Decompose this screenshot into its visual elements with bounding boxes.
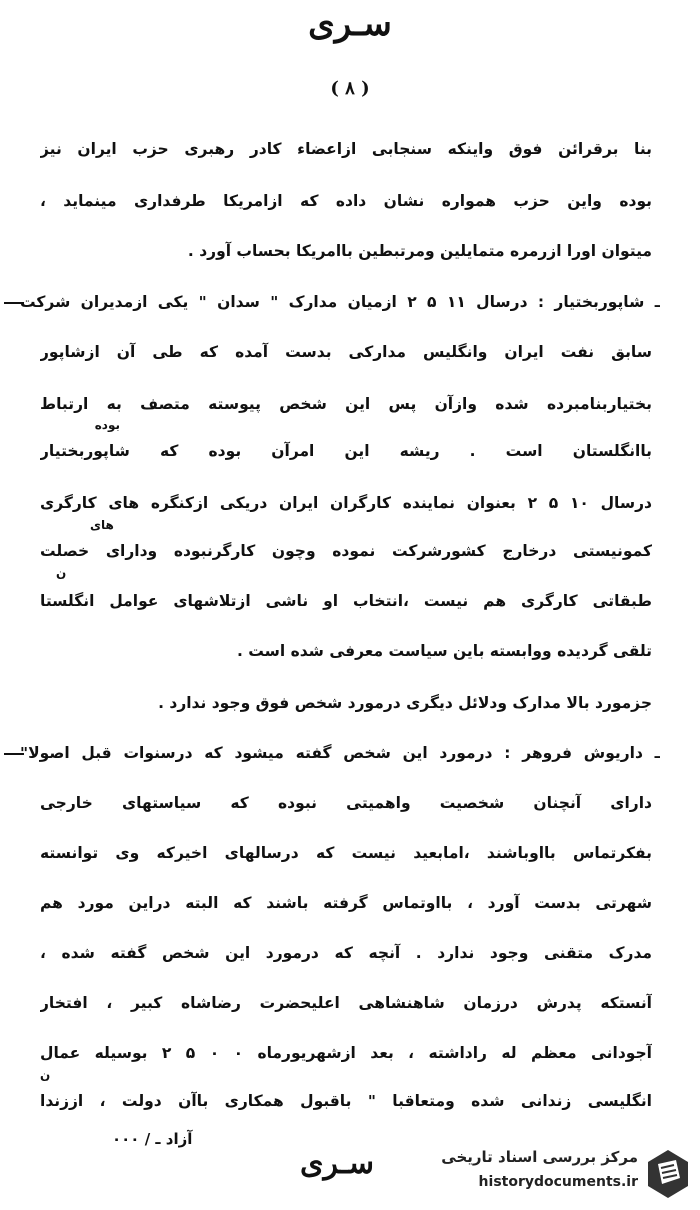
text-line: آجودانى معظم له راداشته ، بعد ازشهریورماه ۰ ۰ ۵ ۲ بوسیله عمال <box>40 1044 652 1062</box>
text-line: مدرک متقنى وجود ندارد . آنچه که درمورد این شخص گفته شده ، <box>40 944 652 962</box>
text-line: داراى آنچنان شخصیت واهمیتى نبوده که سیاستهاى خارجى <box>40 794 652 812</box>
archive-name: مرکز بررسى اسناد تاریخى <box>441 1148 638 1166</box>
text-line: تلقى گردیده ووابسته باین سیاست معرفى شده است . <box>236 642 652 660</box>
text-line: ـ شاپوربختیار : درسال ۱۱ ۵ ۲ ازمیان مدارک " سدان " یکى ازمدیران شرکت <box>20 293 660 311</box>
text-line: درسال ۱۰ ۵ ۲ بعنوان نماینده کارگران ایران دریکى ازکنگره هاى کارگرى <box>40 494 652 512</box>
text-line: سابق نفت ایران وانگلیس مدارکى بدست آمده که طى آن ازشاپور <box>40 343 652 361</box>
text-line: بوده واین حزب همواره نشان داده که ازامریکا طرفدارى مینماید ، <box>40 192 652 210</box>
interlinear-insertion: ن <box>40 1068 51 1082</box>
text-line: کمونیستى درخارج کشورشرکت نموده وچون کارگرنبوده ودارای خصلت <box>40 542 652 560</box>
text-line: جزمورد بالا مدارک ودلائل دیگرى درمورد شخص فوق وجود ندارد . <box>158 694 652 712</box>
text-line: بفکرتماس بااوباشند ،امابعید نیست که درسالهاى اخیرکه وى توانسته <box>40 844 652 862</box>
interlinear-insertion: بوده <box>94 418 120 432</box>
text-line: بنا برقرائن فوق واینکه سنجابى ازاعضاء کادر رهبرى حزب ایران نیز <box>40 140 652 158</box>
classification-footer: سـرى <box>300 1146 374 1181</box>
classification-title: سـرى <box>308 4 392 44</box>
text-line: آنستکه پدرش درزمان شاهنشاهى اعلیحضرت رضاشاه کبیر ، افتخار <box>40 994 652 1012</box>
archive-logo-icon <box>646 1148 690 1200</box>
distribution-note: آزاد ـ / ۰۰۰ <box>112 1130 193 1148</box>
text-line: انگلیسى زندانى شده ومتعاقبا " باقبول همکارى باآن دولت ، اززندا <box>40 1092 652 1110</box>
interlinear-insertion: ن <box>56 566 67 580</box>
archive-watermark <box>428 1144 690 1202</box>
archive-url: historydocuments.ir <box>478 1174 638 1190</box>
text-line: ـ داریوش فروهر : درمورد این شخص گفته میشود که درسنوات قبل اصولا" <box>20 744 660 762</box>
text-line: شهرتى بدست آورد ، بااوتماس گرفته باشند که البته دراین مورد هم <box>40 894 652 912</box>
text-line: میتوان اورا ازرمره متمایلین ومرتبطین باامریکا بحساب آورد . <box>187 242 652 260</box>
text-line: باانگلستان است . ریشه این امرآن بوده که شاپوربختیار <box>40 442 652 460</box>
text-line: بختیاربنامبرده شده وازآن پس این شخص پیوسته متصف به ارتباط <box>40 395 652 413</box>
text-line: طبقاتى کارگرى هم نیست ،انتخاب او ناشى ازتلاشهاى عوامل انگلستا <box>40 592 652 610</box>
page-number: ( ۸ ) <box>330 78 370 99</box>
interlinear-insertion: هاى <box>90 518 114 532</box>
